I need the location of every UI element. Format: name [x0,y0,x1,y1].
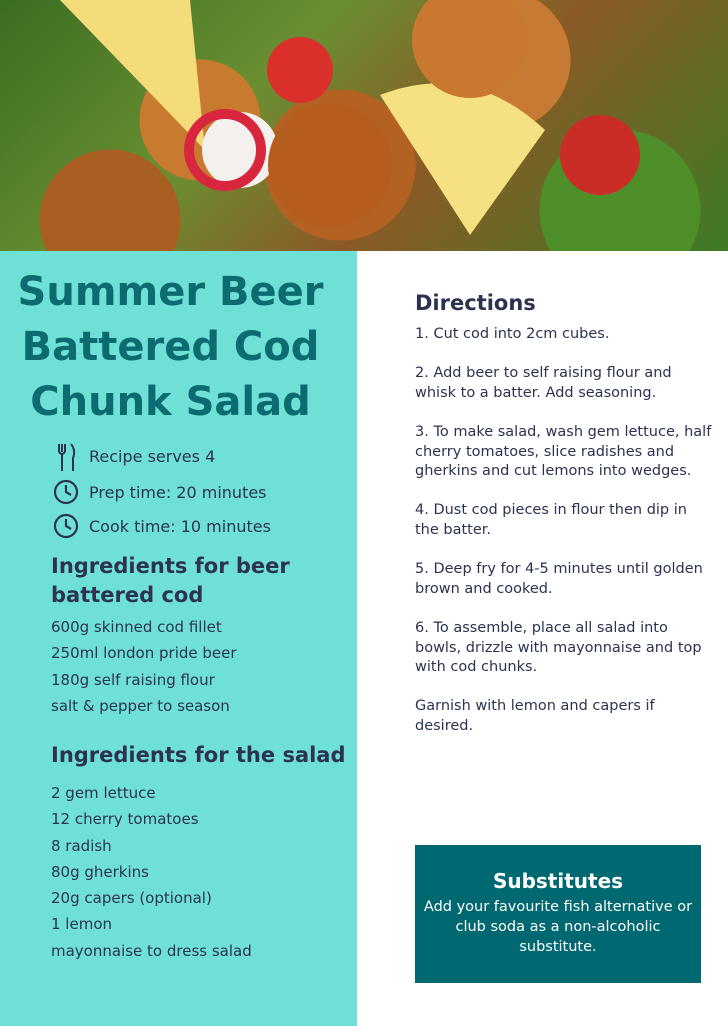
cod-ingredients-list [51,614,237,719]
garnish-note: Garnish with lemon and capers if desired. [415,698,655,734]
clock-icon [52,512,80,540]
list-item: 2 gem lettuce [51,784,156,802]
salad-ingredients-list [51,780,252,964]
title-line: Chunk Salad [30,379,311,425]
direction-step: 4. Dust cod pieces in flour then dip in the batter. [415,502,687,538]
list-item: mayonnaise to dress salad [51,941,252,960]
title-line: Battered Cod [21,324,320,370]
heading-line: battered cod [51,583,204,607]
list-item: 1 lemon [51,915,113,934]
list-item: 12 cherry tomatoes [51,810,199,829]
list-item: 20g capers (optional) [51,889,212,908]
substitutes-box [415,845,701,983]
direction-step: 2. Add beer to self raising flour and whisk to a batter. Add seasoning. [415,365,672,401]
directions-heading: Directions [415,291,536,315]
serves-text: Recipe serves 4 [89,446,216,466]
food-illustration [0,0,728,251]
title-line: Summer Beer [17,269,324,315]
substitutes-body: Add your favourite fish alternative or club soda as a non-alcoholic substitute. [423,899,693,955]
cook-time-text: Cook time: 10 minutes [89,516,271,536]
list-item: 180g self raising flour [51,670,215,689]
list-item: salt & pepper to season [51,696,230,715]
list-item: 8 radish [51,836,112,855]
cod-ingredients-heading [51,552,290,610]
list-item: 80g gherkins [51,862,149,881]
direction-step: 6. To assemble, place all salad into bowls, drizzle with mayonnaise and top with cod chunks. [415,619,702,676]
prep-time-text: Prep time: 20 minutes [89,482,267,502]
cook-time-row [52,511,271,541]
list-item: 600g skinned cod fillet [51,618,222,636]
recipe-title [0,265,341,430]
heading-line: Ingredients for beer [51,554,290,578]
direction-step: 3. To make salad, wash gem lettuce, half cherry tomatoes, slice radishes and gherkins and cut lemons into wedges. [415,423,712,480]
hero-food-photo [0,0,728,251]
salad-ingredients-heading: Ingredients for the salad [51,743,346,767]
serves-row [52,441,215,471]
direction-step: 5. Deep fry for 4-5 minutes until golden brown and cooked. [415,561,703,597]
list-item: 250ml london pride beer [51,644,237,663]
direction-step: 1. Cut cod into 2cm cubes. [415,326,610,342]
substitutes-heading: Substitutes [492,869,624,893]
directions-steps [415,325,715,756]
prep-time-row [52,477,267,507]
clock-icon [52,478,80,506]
fork-knife-icon [52,442,80,470]
